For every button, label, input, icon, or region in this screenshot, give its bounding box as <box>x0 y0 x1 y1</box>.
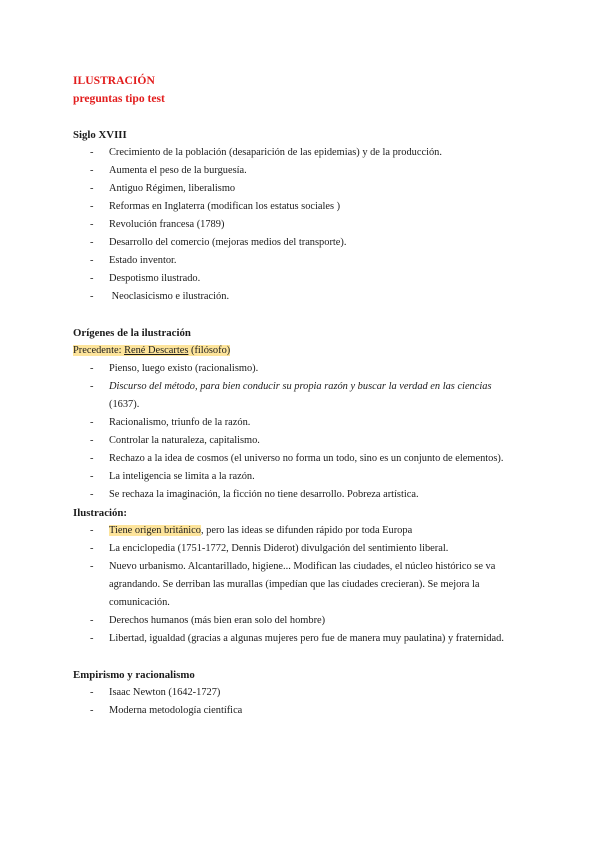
list-item-text: Desarrollo del comercio (mejoras medios del transporte). <box>109 237 347 248</box>
list-item-text: La enciclopedia (1751-1772, Dennis Diderot) divulgación del sentimiento liberal. <box>109 543 449 554</box>
bullet-dash: - <box>90 561 94 572</box>
list-item-text: Rechazo a la idea de cosmos (el universo no forma un todo, sino es un conjunto de elementos). <box>109 453 504 464</box>
list-item <box>73 216 533 234</box>
list-item-text: Libertad, igualdad (gracias a algunas mujeres pero fue de manera muy paulatina) y fraternidad. <box>109 633 504 644</box>
bullet-dash: - <box>90 147 94 158</box>
list-ilustracion <box>73 522 533 648</box>
list-origenes <box>73 360 533 504</box>
list-item-text: Revolución francesa (1789) <box>109 219 225 230</box>
list-item-text: Neoclasicismo e ilustración. <box>109 291 230 302</box>
list-item-text: La inteligencia se limita a la razón. <box>109 471 255 482</box>
bullet-dash: - <box>90 273 94 284</box>
list-item <box>73 540 533 558</box>
document-page <box>73 72 533 720</box>
list-item <box>73 522 533 540</box>
list-item <box>73 558 533 612</box>
list-item-text: Racionalismo, triunfo de la razón. <box>109 417 251 428</box>
bullet-dash: - <box>90 471 94 482</box>
discurso-title: Discurso del método, para bien conducir su propia razón y buscar la verdad en las ciencias <box>109 381 492 392</box>
list-item-text: Reformas en Inglaterra (modifican los estatus sociales ) <box>109 201 341 212</box>
bullet-dash: - <box>90 615 94 626</box>
bullet-dash: - <box>90 381 94 392</box>
list-item-text: Isaac Newton (1642-1727) <box>109 687 221 698</box>
list-siglo <box>73 144 533 306</box>
list-item <box>73 414 533 432</box>
list-item <box>73 198 533 216</box>
list-item-text: Nuevo urbanismo. Alcantarillado, higiene... Modifican las ciudades, el núcleo histórico se va agrandando. Se derriban las murallas (impedían que las ciudades crecieran). Se mejora la comunicación. <box>109 561 496 608</box>
document-subtitle: preguntas tipo test <box>73 92 165 105</box>
document-title: ILUSTRACIÓN <box>73 74 155 87</box>
section-heading-siglo: Siglo XVIII <box>73 129 127 141</box>
list-item <box>73 162 533 180</box>
precedente-highlight <box>73 345 230 356</box>
precedente-line <box>73 342 533 360</box>
list-item-text: Controlar la naturaleza, capitalismo. <box>109 435 260 446</box>
bullet-dash: - <box>90 237 94 248</box>
list-item <box>73 702 533 720</box>
list-item <box>73 486 533 504</box>
list-item <box>73 612 533 630</box>
list-item-text: Se rechaza la imaginación, la ficción no tiene desarrollo. Pobreza artística. <box>109 489 419 500</box>
bullet-dash: - <box>90 417 94 428</box>
list-item-text: Crecimiento de la población (desaparición de las epidemias) y de la producción. <box>109 147 442 158</box>
list-item <box>73 234 533 252</box>
discurso-year: (1637). <box>109 399 140 410</box>
bullet-dash: - <box>90 435 94 446</box>
list-item-text: Estado inventor. <box>109 255 177 266</box>
list-item <box>73 468 533 486</box>
list-item <box>73 144 533 162</box>
section-heading-origenes: Orígenes de la ilustración <box>73 327 191 339</box>
bullet-dash: - <box>90 291 94 302</box>
bullet-dash: - <box>90 489 94 500</box>
list-item <box>73 630 533 648</box>
list-item-text: Aumenta el peso de la burguesía. <box>109 165 247 176</box>
bullet-dash: - <box>90 543 94 554</box>
bullet-dash: - <box>90 687 94 698</box>
bullet-dash: - <box>90 525 94 536</box>
list-item <box>73 378 533 414</box>
bullet-dash: - <box>90 705 94 716</box>
list-item-text: Moderna metodología científica <box>109 705 243 716</box>
bullet-dash: - <box>90 363 94 374</box>
precedente-role: (filósofo) <box>188 345 231 356</box>
precedente-label: Precedente: <box>73 345 125 356</box>
list-item <box>73 360 533 378</box>
origen-britanico-highlight: Tiene origen británico <box>109 525 201 536</box>
list-item-text: , pero las ideas se difunden rápido por toda Europa <box>200 525 413 536</box>
list-item-text: Antiguo Régimen, liberalismo <box>109 183 236 194</box>
list-item <box>73 684 533 702</box>
list-item <box>73 252 533 270</box>
list-item-text: Despotismo ilustrado. <box>109 273 201 284</box>
bullet-dash: - <box>90 183 94 194</box>
list-item-text: Derechos humanos (más bien eran solo del hombre) <box>109 615 326 626</box>
list-item <box>73 180 533 198</box>
list-item <box>73 432 533 450</box>
list-item <box>73 270 533 288</box>
bullet-dash: - <box>90 165 94 176</box>
precedente-name: René Descartes <box>124 345 189 356</box>
bullet-dash: - <box>90 201 94 212</box>
bullet-dash: - <box>90 219 94 230</box>
list-item <box>73 450 533 468</box>
bullet-dash: - <box>90 633 94 644</box>
bullet-dash: - <box>90 255 94 266</box>
list-item <box>73 288 533 306</box>
bullet-dash: - <box>90 453 94 464</box>
section-heading-empirismo: Empirismo y racionalismo <box>73 669 195 681</box>
list-item-text: Pienso, luego existo (racionalismo). <box>109 363 259 374</box>
section-heading-ilustracion: Ilustración: <box>73 507 127 519</box>
list-empirismo <box>73 684 533 720</box>
